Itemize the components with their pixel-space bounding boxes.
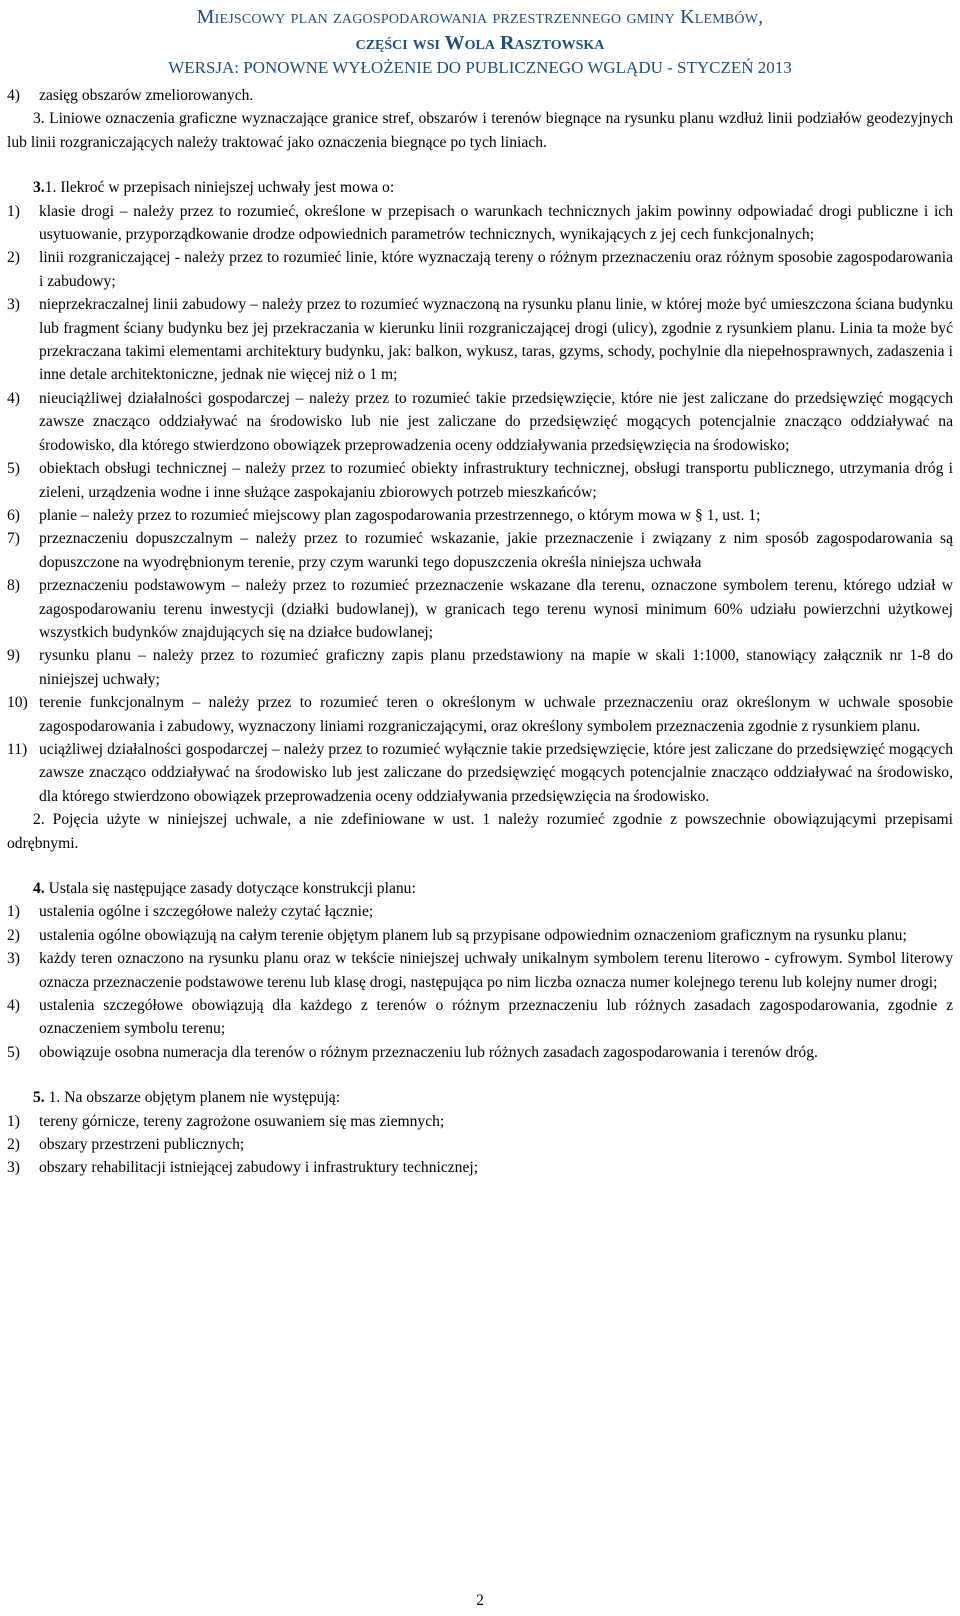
section-number: 5. [33, 1089, 45, 1107]
section-3-list [7, 200, 953, 809]
item-number: 4) [7, 389, 20, 407]
list-item [7, 84, 953, 107]
list-item [7, 900, 953, 923]
section-intro: 1. Na obszarze objętym planem nie występują: [48, 1089, 341, 1107]
list-item [7, 1110, 953, 1133]
list-item [7, 1041, 953, 1064]
subsection-number: 1. [44, 179, 57, 197]
item-number: 10) [7, 694, 28, 712]
item-number: 3) [7, 1159, 20, 1177]
section-5-intro [7, 1086, 953, 1109]
item-number: 3) [7, 950, 20, 968]
item-number: 9) [7, 647, 20, 665]
item-text: przeznaczeniu dopuszczalnym – należy przez to rozumieć wskazanie, jakie przeznaczenie i związany z nim sposób zagospodarowania są dopuszczone na wyodrębnionym terenie, przy czym warunki tego dopuszczenia określa niniejsza uchwała [39, 530, 953, 571]
item-text: uciążliwej działalności gospodarczej – należy przez to rozumieć wyłącznie takie przedsięwzięcie, które jest zaliczane do przedsięwzięć mogących zawsze znacząco oddziaływać na środowisko lub jest zaliczane do przedsięwzięć mogących potencjalnie znacząco oddziaływać na środowisko, dla którego stwierdzono obowiązek przeprowadzenia oceny oddziaływania przedsięwzięcia na środowisko. [39, 740, 953, 805]
list-item [7, 387, 953, 457]
item-number: 2) [7, 249, 20, 267]
item-text: linii rozgraniczającej - należy przez to rozumieć linie, które wyznaczają tereny o różnym przeznaczeniu oraz różnym sposobie zagospodarowania i zabudowy; [39, 249, 953, 290]
list-item [7, 691, 953, 738]
list-item [7, 200, 953, 247]
item-text: obszary przestrzeni publicznych; [39, 1136, 245, 1154]
header-version: WERSJA: PONOWNE WYŁOŻENIE DO PUBLICZNEGO WGLĄDU - STYCZEŃ 2013 [168, 58, 792, 77]
item-number: 8) [7, 577, 20, 595]
header-title: Miejscowy plan zagospodarowania przestrzennego gminy Klembów, [196, 6, 764, 28]
item-number: 5) [7, 460, 20, 478]
paragraph-3 [7, 107, 953, 154]
section-4-intro [7, 877, 953, 900]
item-text: ustalenia ogólne i szczegółowe należy czytać łącznie; [39, 903, 374, 921]
item-text: obiektach obsługi technicznej – należy przez to rozumieć obiekty infrastruktury technicznej, obsługi transportu publicznego, utrzymania dróg i zieleni, urządzenia wodne i inne służące zaspokajaniu zbiorowych potrzeb mieszkańców; [39, 460, 953, 501]
item-text: rysunku planu – należy przez to rozumieć graficzny zapis planu przedstawiony na mapie w skali 1:1000, stanowiący załącznik nr 1-8 do niniejszej uchwały; [39, 647, 953, 688]
section-intro: Ilekroć w przepisach niniejszej uchwały jest mowa o: [60, 179, 395, 197]
section-4-list [7, 900, 953, 1064]
list-item [7, 293, 953, 387]
item-text: obszary rehabilitacji istniejącej zabudowy i infrastruktury technicznej; [39, 1159, 479, 1177]
section-number: 4. [33, 880, 45, 897]
list-item [7, 457, 953, 504]
item-text: tereny górnicze, tereny zagrożone osuwaniem się mas ziemnych; [39, 1112, 445, 1130]
list-item [7, 246, 953, 293]
section-3-intro [7, 176, 953, 199]
page-number: 2 [476, 1592, 484, 1609]
item-text: nieprzekraczalnej linii zabudowy – należy przez to rozumieć wyznaczoną na rysunku planu linie, w której może być umieszczona ściana budynku lub fragment ściany budynku bez jej przekraczania w kierunku linii rozgraniczającej drogi (ulicy), zgodnie z rysunkiem planu. Linia ta może być przekraczana takimi elementami architektury budynku, jak: balkon, wykusz, taras, gzyms, schody, pochylnie dla niepełnosprawnych, zadaszenia i inne detale architektoniczne, jednak nie więcej niż o 1 m; [39, 296, 953, 384]
list-item [7, 1156, 953, 1179]
list-item [7, 947, 953, 994]
list-item [7, 574, 953, 644]
item-number: 5) [7, 1043, 20, 1061]
item-text: ustalenia szczegółowe obowiązują dla każdego z terenów o różnym przeznaczeniu lub różnych zasadach zagospodarowania, zgodnie z oznaczeniem symbolu terenu; [39, 997, 953, 1038]
item-number: 2) [7, 1136, 20, 1154]
item-number: 1) [7, 903, 20, 921]
item-number: 4) [7, 997, 20, 1015]
document-header [0, 4, 960, 80]
section-intro: Ustala się następujące zasady dotyczące konstrukcji planu: [48, 880, 416, 897]
item-text: ustalenia ogólne obowiązują na całym terenie objętym planem lub są przypisane odpowiednim oznaczeniom graficznym na rysunku planu; [39, 926, 907, 944]
paragraph-number: 3. [33, 110, 45, 128]
item-number: 11) [7, 740, 28, 758]
item-number: 7) [7, 530, 20, 548]
document-body [7, 84, 953, 1180]
paragraph-text: Liniowe oznaczenia graficzne wyznaczające granice stref, obszarów i terenów biegnące na rysunku planu wzdłuż linii podziałów geodezyjnych lub linii rozgraniczających należy traktować jako oznaczenia biegnące po tych liniach. [7, 110, 953, 151]
section-3-paragraph-2: 2. Pojęcia użyte w niniejszej uchwale, a nie zdefiniowane w ust. 1 należy rozumieć zgodnie z powszechnie obowiązującymi przepisami odrębnymi. [7, 811, 953, 852]
item-number: 2) [7, 926, 20, 944]
list-item [7, 1133, 953, 1156]
item-number: 6) [7, 506, 20, 524]
item-number: 3) [7, 296, 20, 314]
section-5-list [7, 1110, 953, 1180]
list-item [7, 738, 953, 808]
item-number: 1) [7, 202, 20, 220]
list-item [7, 924, 953, 947]
item-text: przeznaczeniu podstawowym – należy przez to rozumieć przeznaczenie wskazane dla terenu, oznaczone symbolem terenu, którego udział w zagospodarowaniu terenu inwestycji (działki budowlanej), w granicach tego terenu wynosi minimum 60% udziału powierzchni użytkowej wszystkich budynków znajdujących się na działce budowlanej; [39, 577, 953, 641]
item-number: 4) [7, 87, 20, 104]
item-text: planie – należy przez to rozumieć miejscowy plan zagospodarowania przestrzennego, o którym mowa w § 1, ust. 1; [39, 506, 761, 524]
list-item [7, 994, 953, 1041]
list-item [7, 527, 953, 574]
item-text: obowiązuje osobna numeracja dla terenów o różnym przeznaczeniu lub różnych zasadach zagospodarowania i terenów dróg. [39, 1043, 818, 1061]
item-text: terenie funkcjonalnym – należy przez to rozumieć teren o określonym w uchwale przeznaczeniu oraz określonym w uchwale sposobie zagospodarowania i zabudowy, wyznaczony liniami rozgraniczającymi, oraz określony symbolem przeznaczenia zgodnie z rysunkiem planu. [39, 694, 953, 735]
item-text: klasie drogi – należy przez to rozumieć, określone w przepisach o warunkach technicznych jakim powinny odpowiadać drogi publiczne i ich usytuowanie, przyporządkowanie drodze odpowiednich parametrów technicznych, wynikających z jej cech funkcjonalnych; [39, 202, 953, 244]
item-text: nieuciążliwej działalności gospodarczej – należy przez to rozumieć takie przedsięwzięcie, które nie jest zaliczane do przedsięwzięć mogących zawsze znacząco oddziaływać na środowisko lub nie jest zaliczane do przedsięwzięć mogących potencjalnie znacząco oddziaływać na środowisko, dla którego stwierdzono obowiązek przeprowadzenia oceny oddziaływania przedsięwzięcia na środowisko; [39, 389, 953, 454]
item-text: każdy teren oznaczono na rysunku planu oraz w tekście niniejszej uchwały unikalnym symbolem terenu literowo - cyfrowym. Symbol literowy oznacza przeznaczenie podstawowe terenu lub klasę drogi, następująca po nim liczba oznacza numer kolejnego terenu lub kolejny numer drogi; [39, 950, 953, 991]
list-item [7, 644, 953, 691]
item-text: zasięg obszarów zmeliorowanych. [39, 87, 254, 104]
section-number: 3. [33, 179, 45, 197]
list-item [7, 504, 953, 527]
header-subtitle: części wsi Wola Rasztowska [355, 32, 605, 54]
item-number: 1) [7, 1112, 20, 1130]
